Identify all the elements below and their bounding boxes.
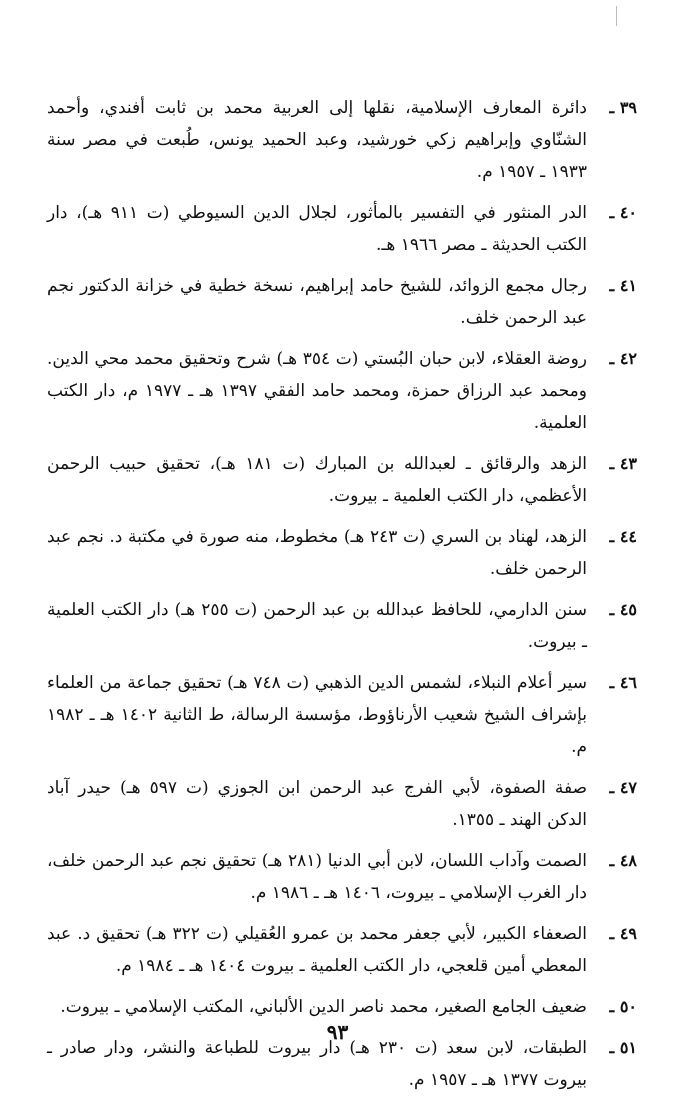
reference-text: ضعيف الجامع الصغير، محمد ناصر الدين الألباني، المكتب الإسلامي ـ بيروت. xyxy=(60,997,587,1017)
reference-item xyxy=(47,92,637,188)
reference-text: صفة الصفوة، لأبي الفرج عبد الرحمن ابن الجوزي (ت ٥٩٧ هـ) حيدر آباد الدكن الهند ـ ١٣٥٥. xyxy=(47,778,588,830)
reference-text: رجال مجمع الزوائد، للشيخ حامد إبراهيم، نسخة خطية في خزانة الدكتور نجم عبد الرحمن خلف. xyxy=(47,276,587,328)
reference-item xyxy=(47,521,637,585)
reference-item xyxy=(47,918,637,982)
reference-number: ٤٢ ـ xyxy=(609,349,637,368)
reference-text: الصعفاء الكبير، لأبي جعفر محمد بن عمرو العُقيلي (ت ٣٢٢ هـ) تحقيق د. عبد المعطي أمين قلعجي، دار الكتب العلمية ـ بيروت ١٤٠٤ هـ ـ ١٩٨٤ م. xyxy=(47,924,587,976)
page-number: ٩٣ xyxy=(326,1020,349,1044)
reference-text: الصمت وآداب اللسان، لابن أبي الدنيا (٢٨١ هـ) تحقيق نجم عبد الرحمن خلف، دار الغرب الإسلامي ـ بيروت، ١٤٠٦ هـ ـ ١٩٨٦ م. xyxy=(47,851,587,903)
reference-text: دائرة المعارف الإسلامية، نقلها إلى العربية محمد بن ثابت أفندي، وأحمد الشنّاوي وإبراهيم زكي خورشيد، وعبد الحميد يونس، طُبعت في مصر سنة ١٩٣٣ ـ ١٩٥٧ م. xyxy=(47,98,587,182)
reference-number: ٤٩ ـ xyxy=(609,924,637,943)
reference-number: ٤٨ ـ xyxy=(609,851,637,870)
reference-text: روضة العقلاء، لابن حبان البُستي (ت ٣٥٤ هـ) شرح وتحقيق محمد محي الدين. ومحمد عبد الرزاق حمزة، ومحمد حامد الفقي ١٣٩٧ هـ ـ ١٩٧٧ م، دار الكتب العلمية. xyxy=(47,349,587,433)
reference-text: سنن الدارمي، للحافظ عبدالله بن عبد الرحمن (ت ٢٥٥ هـ) دار الكتب العلمية ـ بيروت. xyxy=(47,600,587,652)
reference-number: ٤٠ ـ xyxy=(609,203,637,222)
reference-item xyxy=(47,991,637,1023)
reference-number: ٤٤ ـ xyxy=(609,527,637,546)
reference-item xyxy=(47,667,637,763)
scan-edge-mark xyxy=(616,6,617,26)
reference-text: الزهد والرقائق ـ لعبدالله بن المبارك (ت ١٨١ هـ)، تحقيق حبيب الرحمن الأعظمي، دار الكتب العلمية ـ بيروت. xyxy=(47,454,587,506)
reference-item xyxy=(47,343,637,439)
reference-text: الزهد، لهناد بن السري (ت ٢٤٣ هـ) مخطوط، منه صورة في مكتبة د. نجم عبد الرحمن خلف. xyxy=(47,527,588,579)
reference-item xyxy=(47,594,637,658)
reference-item xyxy=(47,270,637,334)
reference-number: ٤٧ ـ xyxy=(609,778,637,797)
reference-number: ٥٠ ـ xyxy=(609,997,637,1016)
reference-number: ٤١ ـ xyxy=(609,276,637,295)
reference-text: الدر المنثور في التفسير بالمأثور، لجلال الدين السيوطي (ت ٩١١ هـ)، دار الكتب الحديثة ـ مصر ١٩٦٦ هـ. xyxy=(47,203,588,255)
reference-text: الطبقات، لابن سعد (ت ٢٣٠ هـ) دار بيروت للطباعة والنشر، ودار صادر ـ بيروت ١٣٧٧ هـ ـ ١٩٥٧ م. xyxy=(47,1038,587,1090)
reference-number: ٤٦ ـ xyxy=(609,673,637,692)
reference-number: ٥١ ـ xyxy=(609,1038,637,1057)
reference-item xyxy=(47,772,637,836)
reference-number: ٣٩ ـ xyxy=(609,98,637,117)
reference-item xyxy=(47,197,637,261)
reference-number: ٤٥ ـ xyxy=(609,600,637,619)
reference-item xyxy=(47,845,637,909)
reference-item xyxy=(47,448,637,512)
reference-number: ٤٣ ـ xyxy=(609,454,637,473)
reference-text: سير أعلام النبلاء، لشمس الدين الذهبي (ت ٧٤٨ هـ) تحقيق جماعة من العلماء بإشراف الشيخ شعيب الأرناؤوط، مؤسسة الرسالة، ط الثانية ١٤٠٢ هـ ـ ١٩٨٢ م. xyxy=(47,673,587,757)
reference-list xyxy=(47,92,637,1105)
